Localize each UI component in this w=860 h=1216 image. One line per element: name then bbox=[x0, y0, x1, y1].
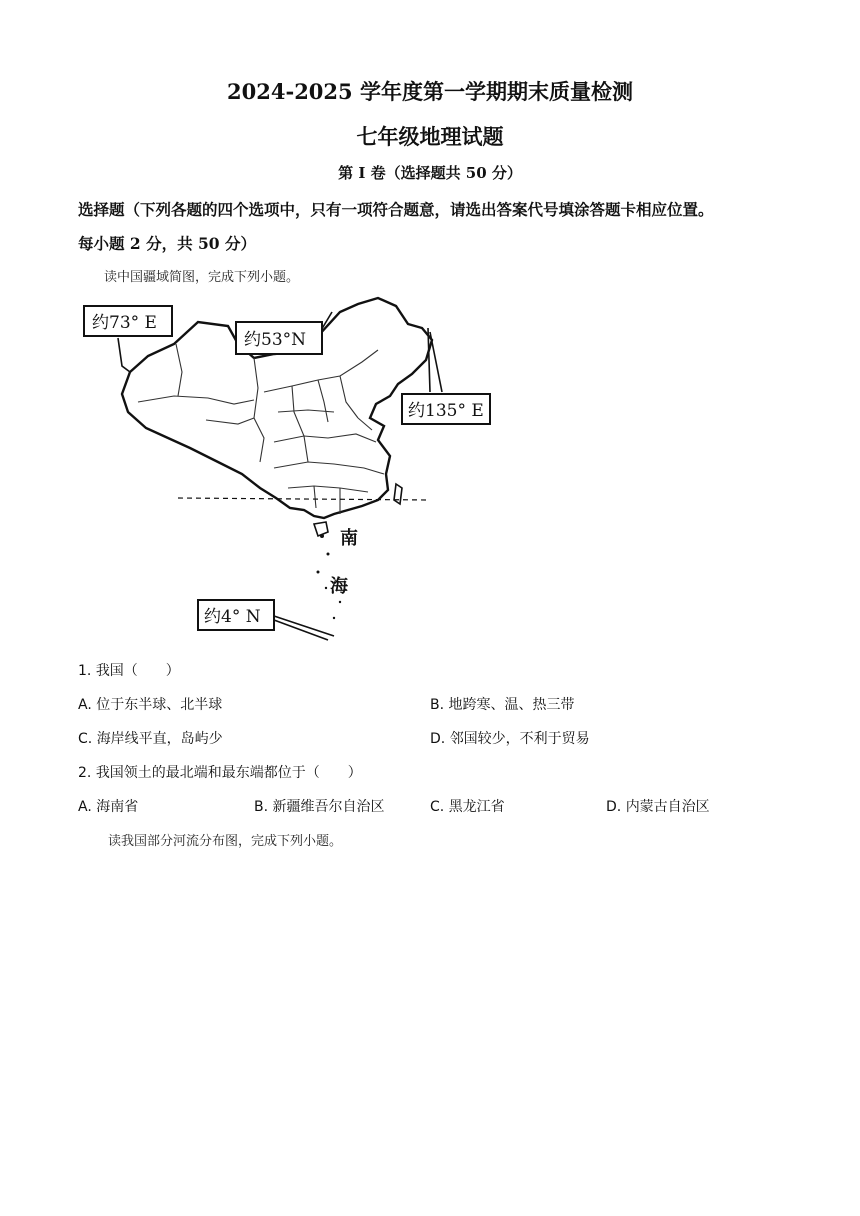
option-letter: C. bbox=[430, 799, 445, 815]
option-text: 邻国较少，不利于贸易 bbox=[449, 731, 590, 747]
option-text: 地跨寒、温、热三带 bbox=[448, 697, 575, 713]
question-stem: 我国（ ） bbox=[95, 663, 180, 679]
section-heading: 第 I 卷（选择题共 50 分） bbox=[338, 164, 522, 182]
exam-subtitle: 七年级地理试题 bbox=[356, 124, 504, 149]
option-text: 新疆维吾尔自治区 bbox=[272, 799, 385, 815]
sea-label-1: 南 bbox=[340, 528, 358, 549]
q1-option-b[interactable] bbox=[430, 694, 575, 714]
option-text: 海南省 bbox=[96, 799, 139, 815]
q2-option-d[interactable] bbox=[606, 796, 710, 816]
china-territory-map bbox=[78, 292, 498, 652]
q1-option-c[interactable] bbox=[78, 728, 223, 748]
taiwan-island bbox=[394, 484, 402, 504]
instruction-line-2: 每小题 2 分，共 50 分） bbox=[78, 234, 256, 253]
question-2 bbox=[78, 762, 362, 782]
label-south: 约4° N bbox=[204, 607, 261, 627]
option-text: 黑龙江省 bbox=[448, 799, 505, 815]
instruction-line-1: 选择题（下列各题的四个选项中，只有一项符合题意，请选出答案代号填涂答题卡相应位置。 bbox=[78, 200, 714, 219]
q2-option-c[interactable] bbox=[430, 796, 505, 816]
question-number: 1. bbox=[78, 663, 92, 679]
option-text: 海岸线平直，岛屿少 bbox=[96, 731, 223, 747]
option-letter: B. bbox=[254, 799, 269, 815]
question-1 bbox=[78, 660, 180, 680]
option-letter: A. bbox=[78, 697, 92, 713]
tropic-line bbox=[178, 498, 430, 500]
option-letter: B. bbox=[430, 697, 445, 713]
option-letter: D. bbox=[606, 799, 622, 815]
question-number: 2. bbox=[78, 765, 92, 781]
option-letter: D. bbox=[430, 731, 446, 747]
reading-prompt-rivers: 读我国部分河流分布图，完成下列小题。 bbox=[108, 834, 343, 849]
option-text: 内蒙古自治区 bbox=[625, 799, 710, 815]
sea-label-2: 海 bbox=[330, 576, 348, 597]
option-text: 位于东半球、北半球 bbox=[96, 697, 223, 713]
q1-option-d[interactable] bbox=[430, 728, 590, 748]
option-letter: A. bbox=[78, 799, 92, 815]
q2-option-b[interactable] bbox=[254, 796, 385, 816]
q2-option-a[interactable] bbox=[78, 796, 138, 816]
pointer-lines bbox=[118, 312, 442, 640]
q1-option-a[interactable] bbox=[78, 694, 222, 714]
label-east: 约135° E bbox=[408, 401, 484, 421]
exam-title: 2024-2025 学年度第一学期期末质量检测 bbox=[227, 79, 633, 104]
label-north: 约53°N bbox=[244, 330, 307, 350]
reading-prompt-map: 读中国疆域简图，完成下列小题。 bbox=[104, 270, 300, 285]
option-letter: C. bbox=[78, 731, 93, 747]
question-stem: 我国领土的最北端和最东端都位于（ ） bbox=[95, 765, 362, 781]
hainan-island bbox=[314, 522, 328, 536]
label-west: 约73° E bbox=[92, 313, 157, 333]
